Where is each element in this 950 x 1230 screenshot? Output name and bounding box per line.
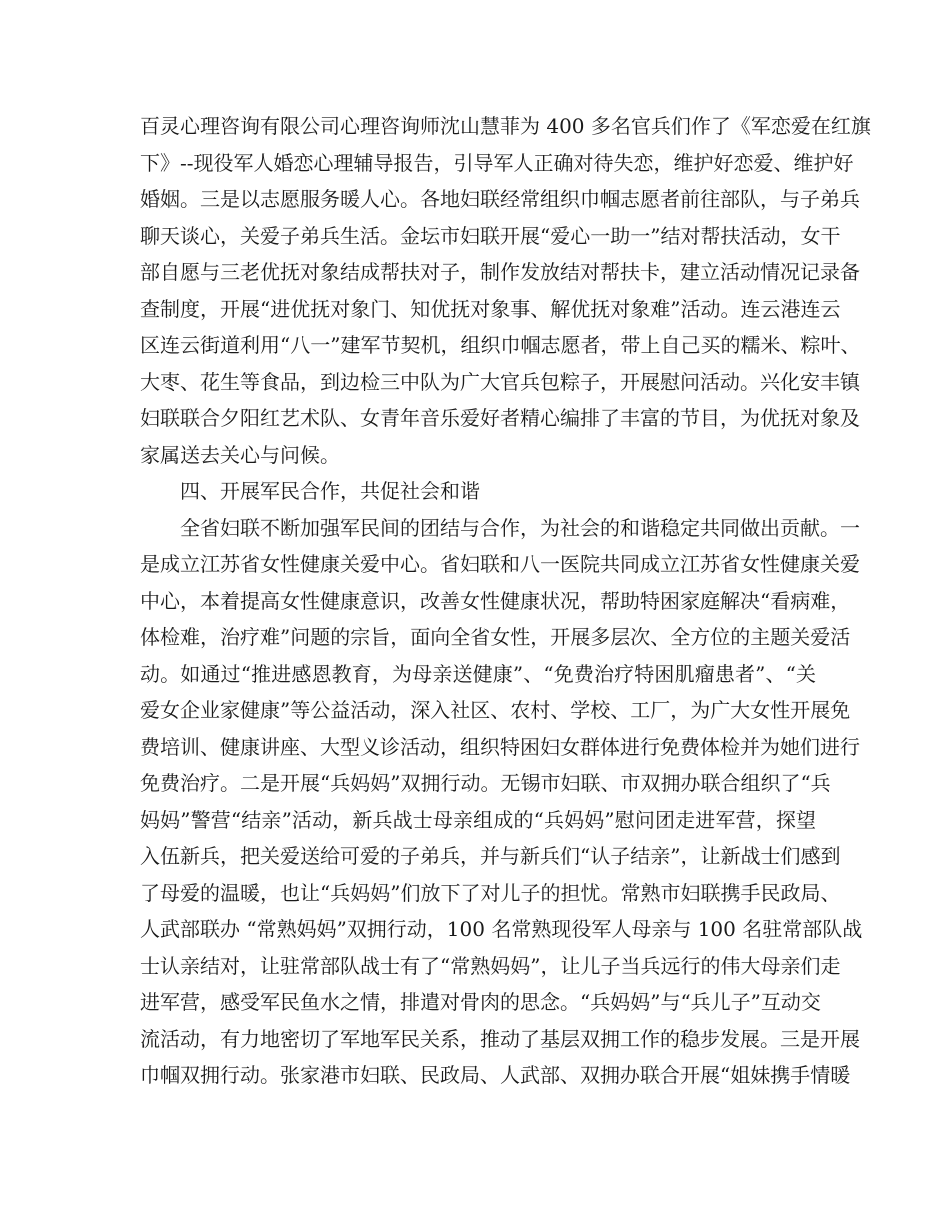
text-line: 妈妈”警营“结亲”活动，新兵战士母亲组成的“兵妈妈”慰问团走进军营，探望 xyxy=(140,807,816,832)
text-line: 区连云街道利用“八一”建军节契机，组织巾帼志愿者，带上自己买的糯米、粽叶、 xyxy=(140,333,861,357)
text-line: 婚姻。三是以志愿服务暖人心。各地妇联经常组织巾帼志愿者前往部队，与子弟兵 xyxy=(140,187,860,211)
paragraph-2 xyxy=(140,510,863,1094)
text-line: 费培训、健康讲座、大型义诊活动，组织特困妇女群体进行免费体检并为她们进行 xyxy=(140,734,860,759)
text-line: 巾帼双拥行动。张家港市妇联、民政局、人武部、双拥办联合开展“姐妹携手情暖 xyxy=(140,1063,851,1087)
text-line: 进军营，感受军民鱼水之情，排遣对骨肉的思念。“兵妈妈”与“兵儿子”互动交 xyxy=(140,990,821,1014)
text-line: 聊天谈心，关爱子弟兵生活。金坛市妇联开展“爱心一助一”结对帮扶活动，女干 xyxy=(140,223,841,248)
document-body xyxy=(140,108,871,1094)
text-line: 流活动，有力地密切了军地军民关系，推动了基层双拥工作的稳步发展。三是开展 xyxy=(140,1026,860,1051)
text-line: 中心，本着提高女性健康意识，改善女性健康状况，帮助特困家庭解决“看病难， xyxy=(140,588,851,613)
heading-text: 四、开展军民合作，共促社会和谐 xyxy=(180,479,480,503)
text-line: 体检难，治疗难”问题的宗旨，面向全省女性，开展多层次、全方位的主题关爱活 xyxy=(140,625,851,649)
text-line: 大枣、花生等食品，到边检三中队为广大官兵包粽子，开展慰问活动。兴化安丰镇 xyxy=(140,369,860,394)
text-line: 家属送去关心与问候。 xyxy=(140,442,340,467)
text-line: 入伍新兵，把关爱送给可爱的子弟兵，并与新兵们“认子结亲”，让新战士们感到 xyxy=(140,844,841,868)
text-line: 妇联联合夕阳红艺术队、女青年音乐爱好者精心编排了丰富的节目，为优抚对象及 xyxy=(140,406,860,430)
section-heading-4 xyxy=(140,473,816,510)
text-line: 爱女企业家健康”等公益活动，深入社区、农村、学校、工厂，为广大女性开展免 xyxy=(140,698,851,722)
text-line: 全省妇联不断加强军民间的团结与合作，为社会的和谐稳定共同做出贡献。一 xyxy=(180,515,860,540)
text-line: 士认亲结对，让驻常部队战士有了“常熟妈妈”，让儿子当兵远行的伟大母亲们走 xyxy=(140,953,841,978)
text-line: 查制度，开展“进优抚对象门、知优抚对象事、解优抚对象难”活动。连云港连云 xyxy=(140,296,841,321)
text-line: 是成立江苏省女性健康关爱中心。省妇联和八一医院共同成立江苏省女性健康关爱 xyxy=(140,552,860,576)
text-line: 免费治疗。二是开展“兵妈妈”双拥行动。无锡市妇联、市双拥办联合组织了“兵 xyxy=(140,771,831,795)
paragraph-1 xyxy=(140,108,871,473)
text-line: 下》--现役军人婚恋心理辅导报告，引导军人正确对待失恋，维护好恋爱、维护好 xyxy=(140,150,854,175)
text-line: 部自愿与三老优抚对象结成帮扶对子，制作发放结对帮扶卡，建立活动情况记录备 xyxy=(140,260,860,284)
text-line: 百灵心理咨询有限公司心理咨询师沈山慧菲为 400 多名官兵们作了《军恋爱在红旗 xyxy=(140,114,871,138)
text-line: 动。如通过“推进感恩教育，为母亲送健康”、“免费治疗特困肌瘤患者”、“关 xyxy=(140,661,816,686)
text-line: 人武部联办 “常熟妈妈”双拥行动，100 名常熟现役军人母亲与 100 名驻常部队战 xyxy=(140,917,863,941)
text-line: 了母爱的温暖，也让“兵妈妈”们放下了对儿子的担忧。常熟市妇联携手民政局、 xyxy=(140,880,841,905)
